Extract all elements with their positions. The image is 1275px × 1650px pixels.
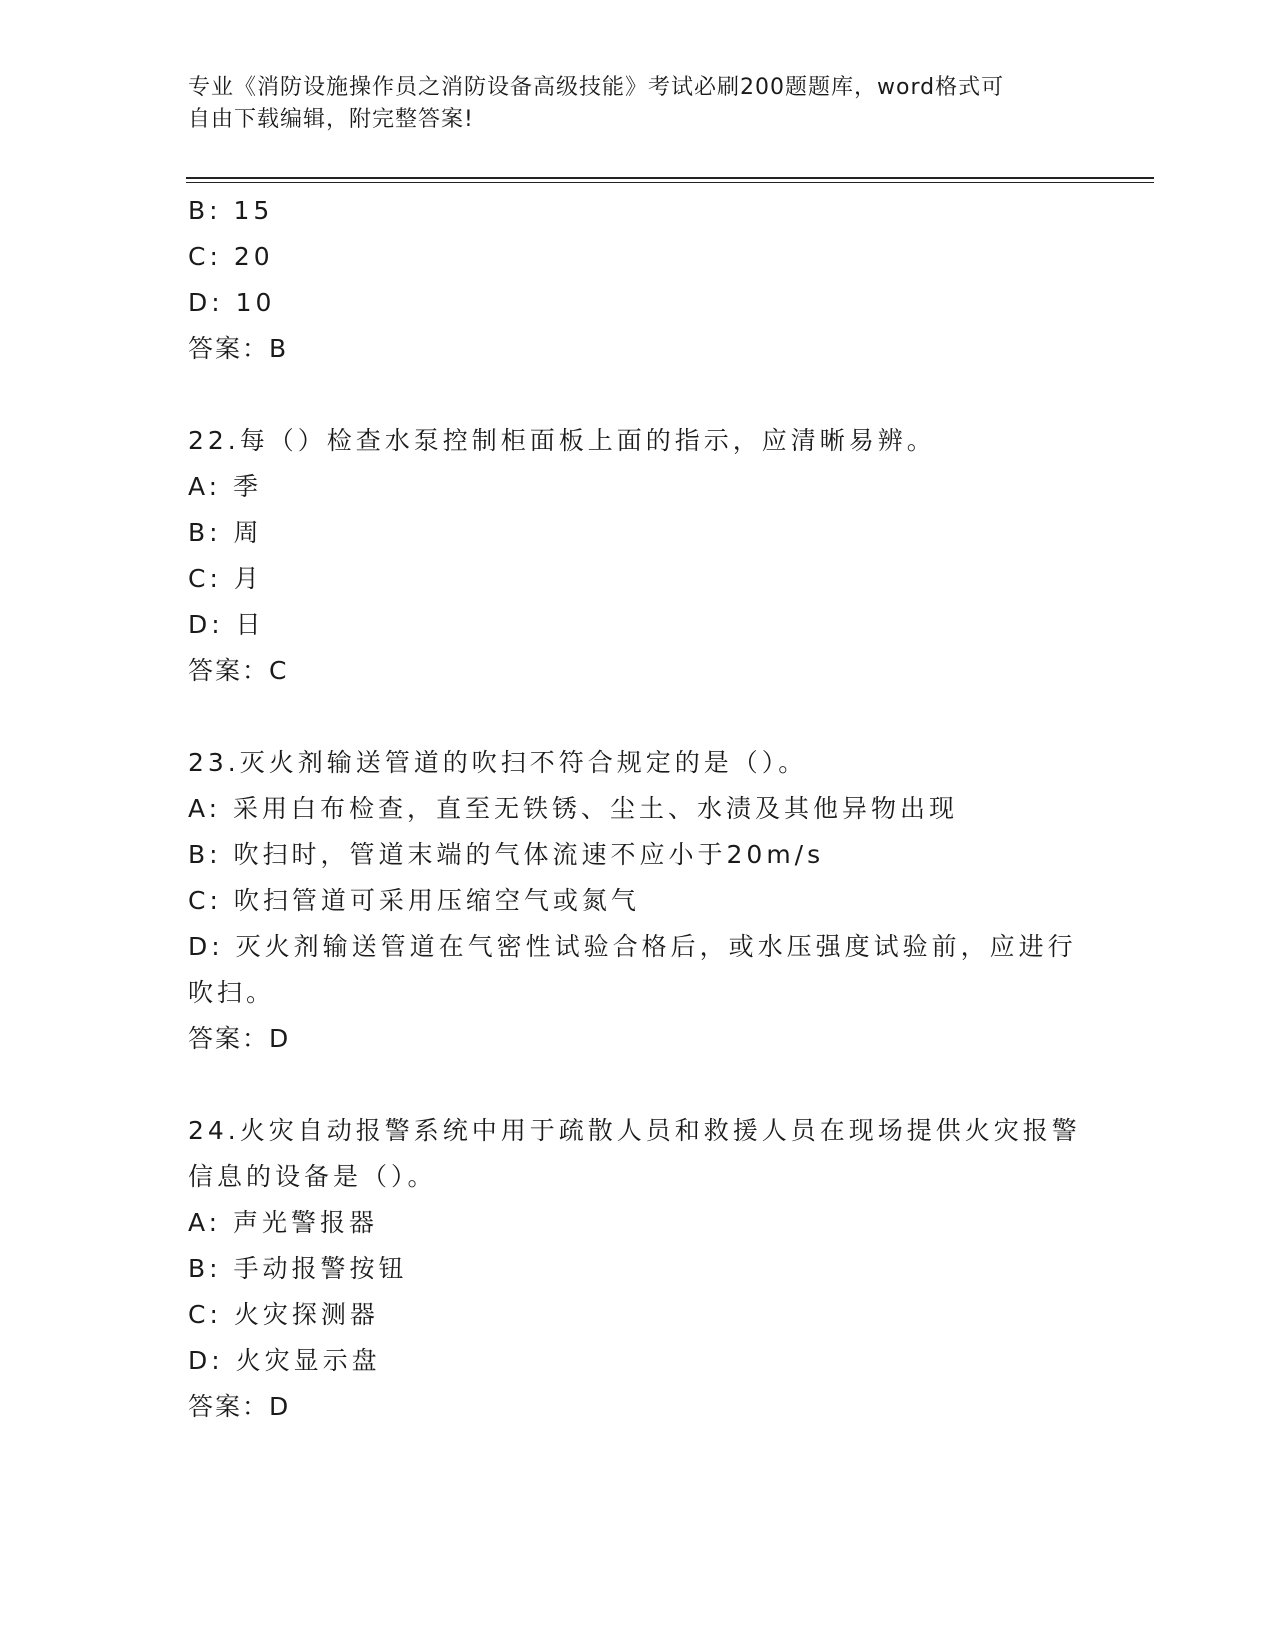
question-list: [188, 188, 1088, 1430]
option-b: B: 15: [188, 196, 274, 225]
option-b: B: 吹扫时，管道末端的气体流速不应小于20m/s: [188, 840, 825, 869]
answer: 答案：D: [188, 1392, 291, 1421]
option-d: D: 火灾显示盘: [188, 1346, 381, 1375]
question-stem: 24.火灾自动报警系统中用于疏散人员和救援人员在现场提供火灾报警信息的设备是（）。: [188, 1116, 1081, 1191]
question-24: [188, 1108, 1088, 1430]
answer: 答案：B: [188, 334, 289, 363]
header-rule: [186, 177, 1154, 179]
option-c: C: 吹扫管道可采用压缩空气或氮气: [188, 886, 640, 915]
option-b: B: 手动报警按钮: [188, 1254, 408, 1283]
option-d: D: 10: [188, 288, 276, 317]
option-a: A: 季: [188, 472, 263, 501]
option-b: B: 周: [188, 518, 263, 547]
option-c: C: 月: [188, 564, 263, 593]
question-stem: 23.灭火剂输送管道的吹扫不符合规定的是（）。: [188, 748, 808, 777]
header-line-2: 自由下载编辑，附完整答案!: [188, 107, 474, 132]
question-stem: 22.每（）检查水泵控制柜面板上面的指示，应清晰易辨。: [188, 426, 936, 455]
header-rule-thin: [186, 182, 1154, 183]
option-a: A: 采用白布检查，直至无铁锈、尘土、水渍及其他异物出现: [188, 794, 959, 823]
question-23: [188, 740, 1088, 1062]
answer: 答案：C: [188, 656, 289, 685]
document-header: [188, 72, 1088, 136]
answer: 答案：D: [188, 1024, 291, 1053]
option-d: D: 灭火剂输送管道在气密性试验合格后，或水压强度试验前，应进行吹扫。: [188, 932, 1077, 1007]
question-22: [188, 418, 1088, 694]
option-a: A: 声光警报器: [188, 1208, 379, 1237]
header-line-1: 专业《消防设施操作员之消防设备高级技能》考试必刷200题题库，word格式可: [188, 75, 1005, 100]
option-c: C: 20: [188, 242, 274, 271]
option-c: C: 火灾探测器: [188, 1300, 379, 1329]
option-d: D: 日: [188, 610, 265, 639]
question-21-continued: [188, 188, 1088, 372]
